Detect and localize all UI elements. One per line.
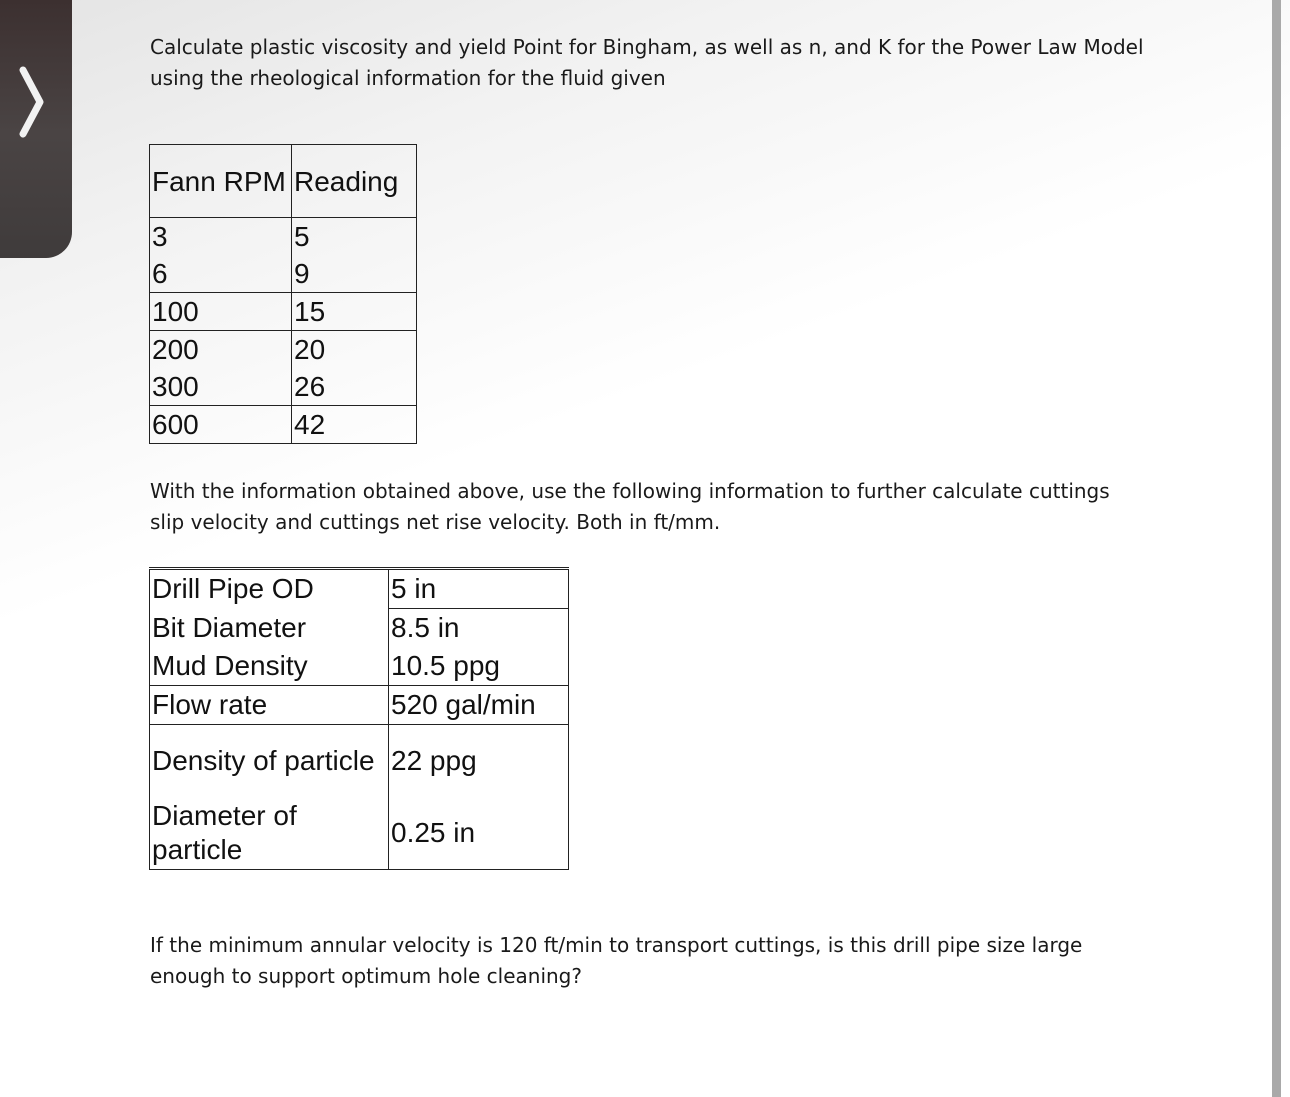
- param-value: 0.25 in: [389, 797, 569, 870]
- table-header-row: [150, 145, 417, 218]
- header-reading: Reading: [292, 145, 417, 218]
- param-value: 8.5 in: [389, 609, 569, 648]
- table-row: [150, 331, 417, 369]
- reading-cell: 20: [292, 331, 417, 369]
- collapse-panel-tab[interactable]: [0, 0, 72, 258]
- header-fann-rpm: Fann RPM: [150, 145, 292, 218]
- table-row: [150, 647, 569, 686]
- reading-cell: 5: [294, 221, 310, 252]
- rheology-table: [149, 144, 417, 444]
- rpm-cell: 3: [150, 218, 292, 256]
- reading-cell: 26: [294, 371, 326, 402]
- param-value: 520 gal/min: [389, 686, 569, 725]
- param-label: Drill Pipe OD: [152, 573, 314, 605]
- rpm-cell: 6: [150, 255, 292, 293]
- param-value: 22 ppg: [389, 725, 569, 798]
- param-value: 10.5 ppg: [389, 647, 569, 686]
- rpm-cell: 200: [150, 331, 292, 369]
- chevron-right-icon: [18, 62, 48, 142]
- param-label: Mud Density: [152, 650, 308, 681]
- table-row: [150, 255, 417, 293]
- param-label: Flow rate: [150, 686, 389, 725]
- table-row: [150, 293, 417, 331]
- param-value: 5 in: [389, 569, 569, 609]
- question-final: If the minimum annular velocity is 120 ft/min to transport cuttings, is this drill pipe size large enough to support optimum hole cleaning?: [150, 933, 1083, 988]
- rpm-cell: 300: [150, 368, 292, 406]
- table-row: [150, 725, 569, 798]
- question-intro: Calculate plastic viscosity and yield Point for Bingham, as well as n, and K for the Power Law Model using the rheological information for the fluid given: [150, 35, 1144, 90]
- reading-cell: 42: [292, 406, 417, 444]
- reading-cell: 9: [294, 258, 310, 289]
- table-row: [150, 569, 569, 609]
- table-row: [150, 406, 417, 444]
- rpm-cell: 600: [150, 406, 292, 444]
- reading-cell: 15: [292, 293, 417, 331]
- question-followup: With the information obtained above, use the following information to further calculate cuttings slip velocity and cuttings net rise velocity. Both in ft/mm.: [150, 479, 1110, 534]
- rpm-cell: 100: [150, 293, 292, 331]
- scrollbar[interactable]: [1272, 0, 1281, 1097]
- param-label: Density of particle: [150, 725, 389, 798]
- table-row: [150, 609, 569, 648]
- table-row: [150, 686, 569, 725]
- param-label: Diameter of particle: [152, 800, 297, 865]
- table-row: [150, 797, 569, 870]
- table-row: [150, 218, 417, 256]
- parameters-table: [149, 567, 569, 870]
- table-row: [150, 368, 417, 406]
- param-label: Bit Diameter: [152, 611, 307, 643]
